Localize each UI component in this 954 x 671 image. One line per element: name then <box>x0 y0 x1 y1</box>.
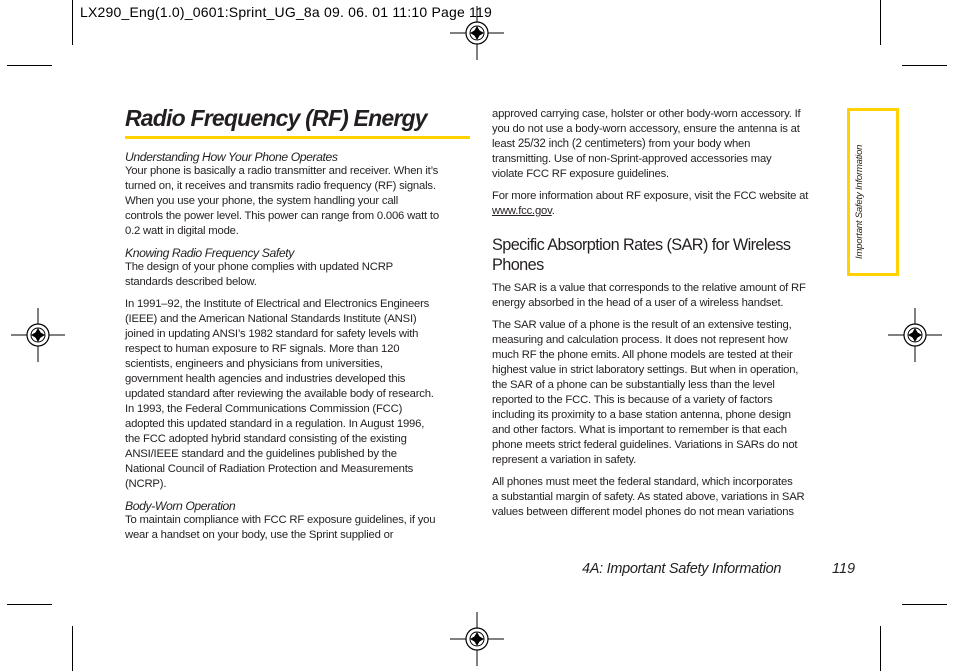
title-underline <box>125 136 470 139</box>
section-heading-phone-operates: Understanding How Your Phone Operates <box>125 150 338 164</box>
crop-mark-bottom-left-vertical <box>72 626 73 671</box>
left-column <box>125 150 472 550</box>
sar-testing: The SAR value of a phone is the result of an extensive testing, measuring and calculation process. It does not represent how much RF the phone emits. All phone models are tested at their highest value in strict laboratory settings. But when in operation, the SAR of a phone can be substantially less than the level reported to the FCC. This is because of a variety of factors including its proximity to a base station antenna, phone design and other factors. What is important to remember is that each phone meets strict federal guidelines. Variations in SARs do not represent a variation in safety. <box>492 319 799 466</box>
fcc-info-period: . <box>551 205 555 217</box>
registration-mark-icon <box>11 308 65 362</box>
section-body-phone-operates: Your phone is basically a radio transmitter and receiver. When it’s turned on, it receives and transmits radio frequency (RF) signals. When you use your phone, the system handling your call controls the power level. This power can range from 0.006 watt to 0.2 watt in digital mode. <box>125 165 439 237</box>
body-worn-continued <box>492 107 839 182</box>
registration-mark-icon <box>450 6 504 60</box>
crop-mark-top-right-vertical <box>880 0 881 45</box>
side-tab-inner <box>850 111 896 273</box>
body-worn-text-end: from your body when transmitting. Use of non-Sprint-approved accessories may violate FCC RF exposure guidelines. <box>492 138 772 180</box>
fcc-info-paragraph <box>492 189 839 219</box>
side-tab <box>847 108 899 276</box>
print-slug: LX290_Eng(1.0)_0601:Sprint_UG_8a 09. 06. 01 11:10 Page 119 <box>80 4 492 20</box>
page-title: Radio Frequency (RF) Energy <box>125 105 427 131</box>
crop-mark-top-left-horizontal <box>7 65 52 66</box>
right-column <box>492 107 839 527</box>
sar-federal-standard: All phones must meet the federal standard, which incorporates a substantial margin of safety. As stated above, variations in SAR values between different model phones do not mean variations <box>492 476 805 518</box>
page-number: 119 <box>832 561 856 577</box>
crop-mark-top-left-vertical <box>72 0 73 45</box>
sar-definition: The SAR is a value that corresponds to the relative amount of RF energy absorbed in the head of a user of a wireless handset. <box>492 282 806 309</box>
section-body-body-worn: To maintain compliance with FCC RF exposure guidelines, if you wear a handset on your body, use the Sprint supplied or <box>125 514 436 541</box>
side-tab-label: Important Safety Information <box>854 144 865 259</box>
fcc-info-text: For more information about RF exposure, visit the FCC website at <box>492 190 809 202</box>
registration-mark-icon <box>450 612 504 666</box>
sar-heading: Specific Absorption Rates (SAR) for Wireless Phones <box>492 236 791 274</box>
crop-mark-bottom-left-horizontal <box>7 604 52 605</box>
crop-mark-top-right-horizontal <box>902 65 947 66</box>
section-heading-body-worn: Body-Worn Operation <box>125 499 236 513</box>
footer-section-title: 4A: Important Safety Information <box>582 561 782 577</box>
crop-mark-bottom-right-horizontal <box>902 604 947 605</box>
body-worn-text: approved carrying case, holster or other body-worn accessory. If you do not use a body-worn accessory, ensure the antenna is at least <box>492 108 801 150</box>
distance-measurement: 25/32 inch (2 centimeters) <box>517 138 646 150</box>
fcc-website-link[interactable]: www.fcc.gov <box>492 205 552 217</box>
crop-mark-bottom-right-vertical <box>880 626 881 671</box>
section-body-rf-safety-history: In 1991–92, the Institute of Electrical and Electronics Engineers (IEEE) and the American National Standards Institute (ANSI) joined in updating ANSI’s 1982 standard for safety levels with respect to human exposure to RF signals. More than 120 scientists, engineers and physicians from universities, government health agencies and industries developed this updated standard after reviewing the available body of research. In 1993, the Federal Communications Commission (FCC) adopted this updated standard in a regulation. In August 1996, the FCC adopted hybrid standard consisting of the existing ANSI/IEEE standard and the guidelines published by the National Council of Radiation Protection and Measurements (NCRP). <box>125 298 434 490</box>
section-body-rf-safety-intro: The design of your phone complies with updated NCRP standards described below. <box>125 261 393 288</box>
registration-mark-icon <box>888 308 942 362</box>
section-heading-rf-safety: Knowing Radio Frequency Safety <box>125 246 294 260</box>
